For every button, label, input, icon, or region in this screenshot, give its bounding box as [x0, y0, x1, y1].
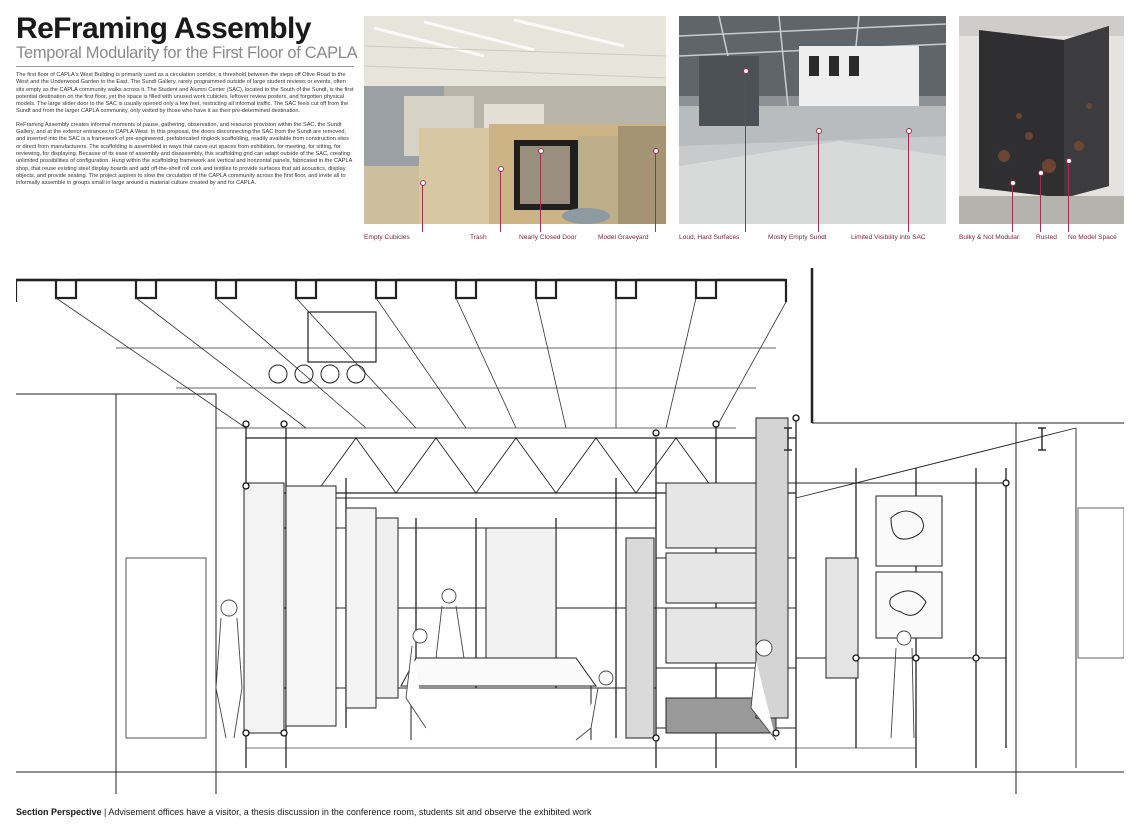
leader-dot: [538, 148, 544, 154]
caption-trash: Trash: [470, 234, 487, 241]
leader-dot: [743, 68, 749, 74]
leader-line: [1040, 172, 1041, 232]
leader-line: [745, 70, 746, 232]
photo-sundt-gallery: [679, 16, 946, 224]
section-caption: [16, 806, 591, 818]
section-caption-label: Section Perspective: [16, 807, 102, 817]
leader-dot: [816, 128, 822, 134]
caption-mostly-empty-sundt: Mostly Empty Sundt: [768, 234, 827, 241]
description-paragraph-1: The first floor of CAPLA's West Building is primarily used as a circulation corridor, a threshold between the steps off Olive Road to the West and the Underwood Garden to the East. The Sundt Gallery, rarely programmed outside of large student reviews or events, often sits empty as the CAPLA community walks across it. The Student and Alumni Center (SAC), located to the South of the Sundt, is the first potential destination on the first floor, yet the space is filled with unused work cubicles, leftover review posters, and forgotten physical models. The large slider door to the SAC is usually opened only a few feet, restricting all informal traffic. The SAC feels cut off from the Sundt and from the larger CAPLA community, only visited by those who have it as their pre-determined destination.: [16, 72, 354, 115]
photo-display-board: [959, 16, 1124, 224]
caption-no-model-space: No Model Space: [1068, 234, 1117, 241]
description-paragraph-2: ReFraming Assembly creates informal moments of pause, gathering, observation, and resource provision within the SAC, the Sundt Gallery, and at the exterior entrances to CAPLA West. In this proposal, the doors disconnecting the SAC from the Sundt are removed, and inserted into the SAC is a framework of pre-engineered, prefabricated ringlock scaffolding, readily available from construction sites or direct from manufacturers. The scaffolding is assembled in ways that carve out spaces from exhibition, for meeting, for sitting, for reviewing, for displaying. Because of its ease of assembly and disassembly, this scaffolding grid can adapt outside of the SAC, creating unlimited possibilities of configuration. Hung within the scaffolding framework are vertical and horizontal panels, fabricated in the CAPLA shop, that reuse existing steel display boards and add off-the-shelf roll cork and textiles to provide surfaces that aid acoustics, display objects, and provide seating. The project aspires to slow the circulation of the CAPLA community across the first floor, and invite all to informally assemble in groups small in large around a material culture created by and for CAPLA.: [16, 121, 353, 187]
leader-line: [500, 168, 501, 232]
leader-line: [1068, 160, 1069, 232]
caption-bulky-not-modular: Bulky & Not Modular: [959, 234, 1020, 241]
leader-line: [422, 182, 423, 232]
caption-model-graveyard: Model Graveyard: [598, 234, 649, 241]
leader-line: [1012, 182, 1013, 232]
title-rule: [16, 66, 354, 67]
leader-line: [908, 130, 909, 232]
photo-sac-interior: [364, 16, 666, 224]
caption-empty-cubicles: Empty Cubicles: [364, 234, 410, 241]
leader-dot: [1038, 170, 1044, 176]
leader-dot: [498, 166, 504, 172]
leader-line: [655, 150, 656, 232]
leader-dot: [906, 128, 912, 134]
description: [16, 72, 354, 193]
section-caption-separator: |: [101, 807, 109, 817]
caption-loud-hard-surfaces: Loud, Hard Surfaces: [679, 234, 740, 241]
leader-line: [540, 150, 541, 232]
section-perspective-drawing: [16, 268, 1124, 794]
leader-dot: [1066, 158, 1072, 164]
leader-dot: [653, 148, 659, 154]
caption-limited-visibility: Limited Visibility into SAC: [851, 234, 926, 241]
caption-nearly-closed-door: Nearly Closed Door: [519, 234, 577, 241]
leader-dot: [1010, 180, 1016, 186]
leader-dot: [420, 180, 426, 186]
page-title: ReFraming Assembly: [16, 12, 311, 45]
section-caption-text: Advisement offices have a visitor, a thesis discussion in the conference room, students sit and observe the exhibited work: [108, 807, 592, 817]
page-subtitle: Temporal Modularity for the First Floor of CAPLA: [16, 44, 358, 62]
leader-line: [818, 130, 819, 232]
caption-rusted: Rusted: [1036, 234, 1057, 241]
